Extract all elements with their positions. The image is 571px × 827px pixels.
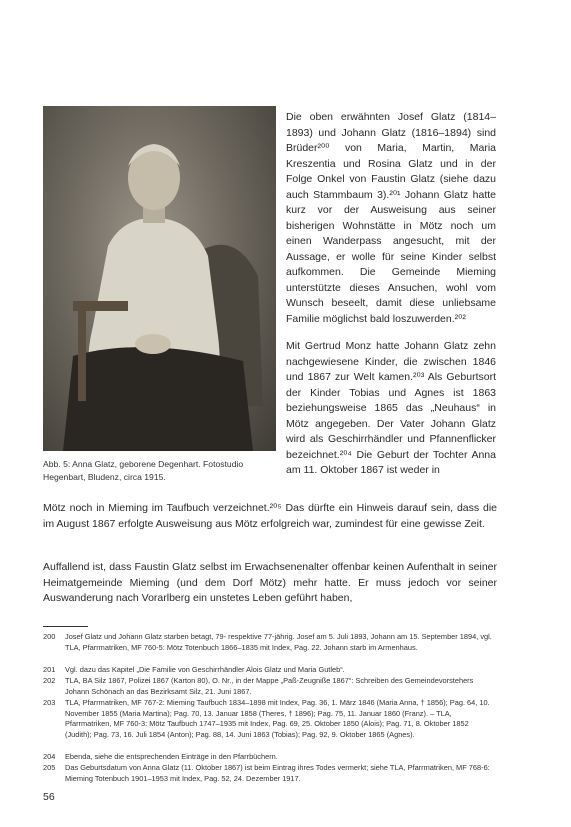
footnote xyxy=(43,676,497,697)
footnote-text: Josef Glatz und Johann Glatz starben betagt, 79- respektive 77-jährig. Josef am 5. Juli 1893, Johann am 15. September 1894, vgl. TLA, Pfarrmatriken, MF 760-5: Mötz Totenbuch 1866–1835 mit Index, Pag. 22. Johann starb im Armenhaus. xyxy=(65,632,492,652)
footnote-divider xyxy=(43,626,88,627)
footnote-number: 202 xyxy=(43,676,56,685)
footnote xyxy=(43,632,497,653)
footnote-number: 205 xyxy=(43,763,56,772)
footnote-number: 204 xyxy=(43,752,56,761)
footnote-text: Ebenda, siehe die entsprechenden Einträge in den Pfarrbüchern. xyxy=(65,752,278,761)
footnote-text: Das Geburtsdatum von Anna Glatz (11. Oktober 1867) ist beim Eintrag ihres Todes vermerkt; siehe TLA, Pfarrmatriken, MF 768-6: Mieming Totenbuch 1901–1953 mit Index, Pag. 52, 24. Dezember 1917. xyxy=(65,763,490,783)
page-number: 56 xyxy=(43,791,55,803)
footnote-text: TLA, BA Silz 1867, Polizei 1867 (Karton 80), O. Nr., in der Mappe „Paß-Zeugniße 1867“: Schreiben des Gemeindevorstehers Johann Schönach an das Bezirksamt Silz, 21. Juni 1867. xyxy=(65,676,474,696)
footnote-number: 203 xyxy=(43,698,56,707)
footnote xyxy=(43,698,497,740)
footnote xyxy=(43,763,497,784)
portrait-figure xyxy=(43,106,276,451)
footnote-number: 201 xyxy=(43,665,56,674)
portrait-photo xyxy=(43,106,276,451)
paragraph: Die oben erwähnten Josef Glatz (1814–1893) und Johann Glatz (1816–1894) sind Brüder²⁰⁰ von Maria, Martin, Maria Kreszentia und Rosina Glatz und in der Folge Onkel von Faustin Glatz (siehe dazu auch Stammbaum 3).²⁰¹ Johann Glatz hatte kurz vor der Ausweisung aus seiner bisherigen Wohnstätte in Mötz noch um einen Wanderpass angesucht, mit der Aussage, er wolle für seine Kinder selbst aufkommen. Die Gemeinde Mieming unterstützte dieses Ansuchen, wohl vom Wunsch beseelt, damit diese unliebsame Familie möglichst bald loszuwerden.²⁰² xyxy=(286,111,496,325)
footnote xyxy=(43,752,497,763)
footnote-number: 200 xyxy=(43,632,56,641)
text-column xyxy=(286,110,496,491)
paragraph: Mötz noch in Mieming im Taufbuch verzeichnet.²⁰⁵ Das dürfte ein Hinweis darauf sein, dass die im August 1867 erfolgte Ausweisung aus Mötz erfolgreich war, zumindest für eine gewisse Zeit. xyxy=(43,502,497,530)
footnote-text: Vgl. dazu das Kapitel „Die Familie von Geschirrhändler Alois Glatz und Maria Gutleb“. xyxy=(65,665,345,674)
footnote xyxy=(43,665,497,676)
footnote-text: TLA, Pfarrmatriken, MF 767-2: Mieming Taufbuch 1834–1898 mit Index, Pag. 36, 1. März 1846 (Maria Anna, † 1856); Pag. 64, 10. November 1855 (Maria Martina); Pag. 70, 13. Januar 1858 (Theres, † 1896); Pag. 75, 11. Januar 1860 (Franz). – TLA, Pfarrmatriken, MF 760-3: Mötz Taufbuch 1747–1935 mit Index, Pag. 69, 25. Oktober 1850 (Alois); Pag. 71, 8. Oktober 1852 (Judith); Pag. 73, 16. Juli 1854 (Anton); Pag. 88, 14. Juni 1863 (Tobias); Pag. 92, 9. Oktober 1865 (Agnes). xyxy=(65,698,490,739)
paragraph: Mit Gertrud Monz hatte Johann Glatz zehn nachgewiesene Kinder, die zwischen 1846 und 1867 zur Welt kamen.²⁰³ Als Geburtsort der Kinder Tobias und Agnes ist 1863 beziehungsweise 1865 das „Neuhaus“ in Mötz angegeben. Der Vater Johann Glatz wird als Geschirrhändler und Pfannenflicker bezeichnet.²⁰⁴ Die Geburt der Tochter Anna am 11. Oktober 1867 ist weder in xyxy=(286,340,496,476)
photo-caption: Abb. 5: Anna Glatz, geborene Degenhart. Fotostudio Hegenbart, Bludenz, circa 1915. xyxy=(43,459,244,482)
paragraph: Auffallend ist, dass Faustin Glatz selbst im Erwachsenenalter offenbar keinen Aufenthalt in seiner Heimatgemeinde Mieming (und dem Dorf Mötz) mehr hatte. Er muss jedoch vor seiner Auswanderung nach Vorarlberg ein unstetes Leben geführt haben, xyxy=(43,561,497,604)
